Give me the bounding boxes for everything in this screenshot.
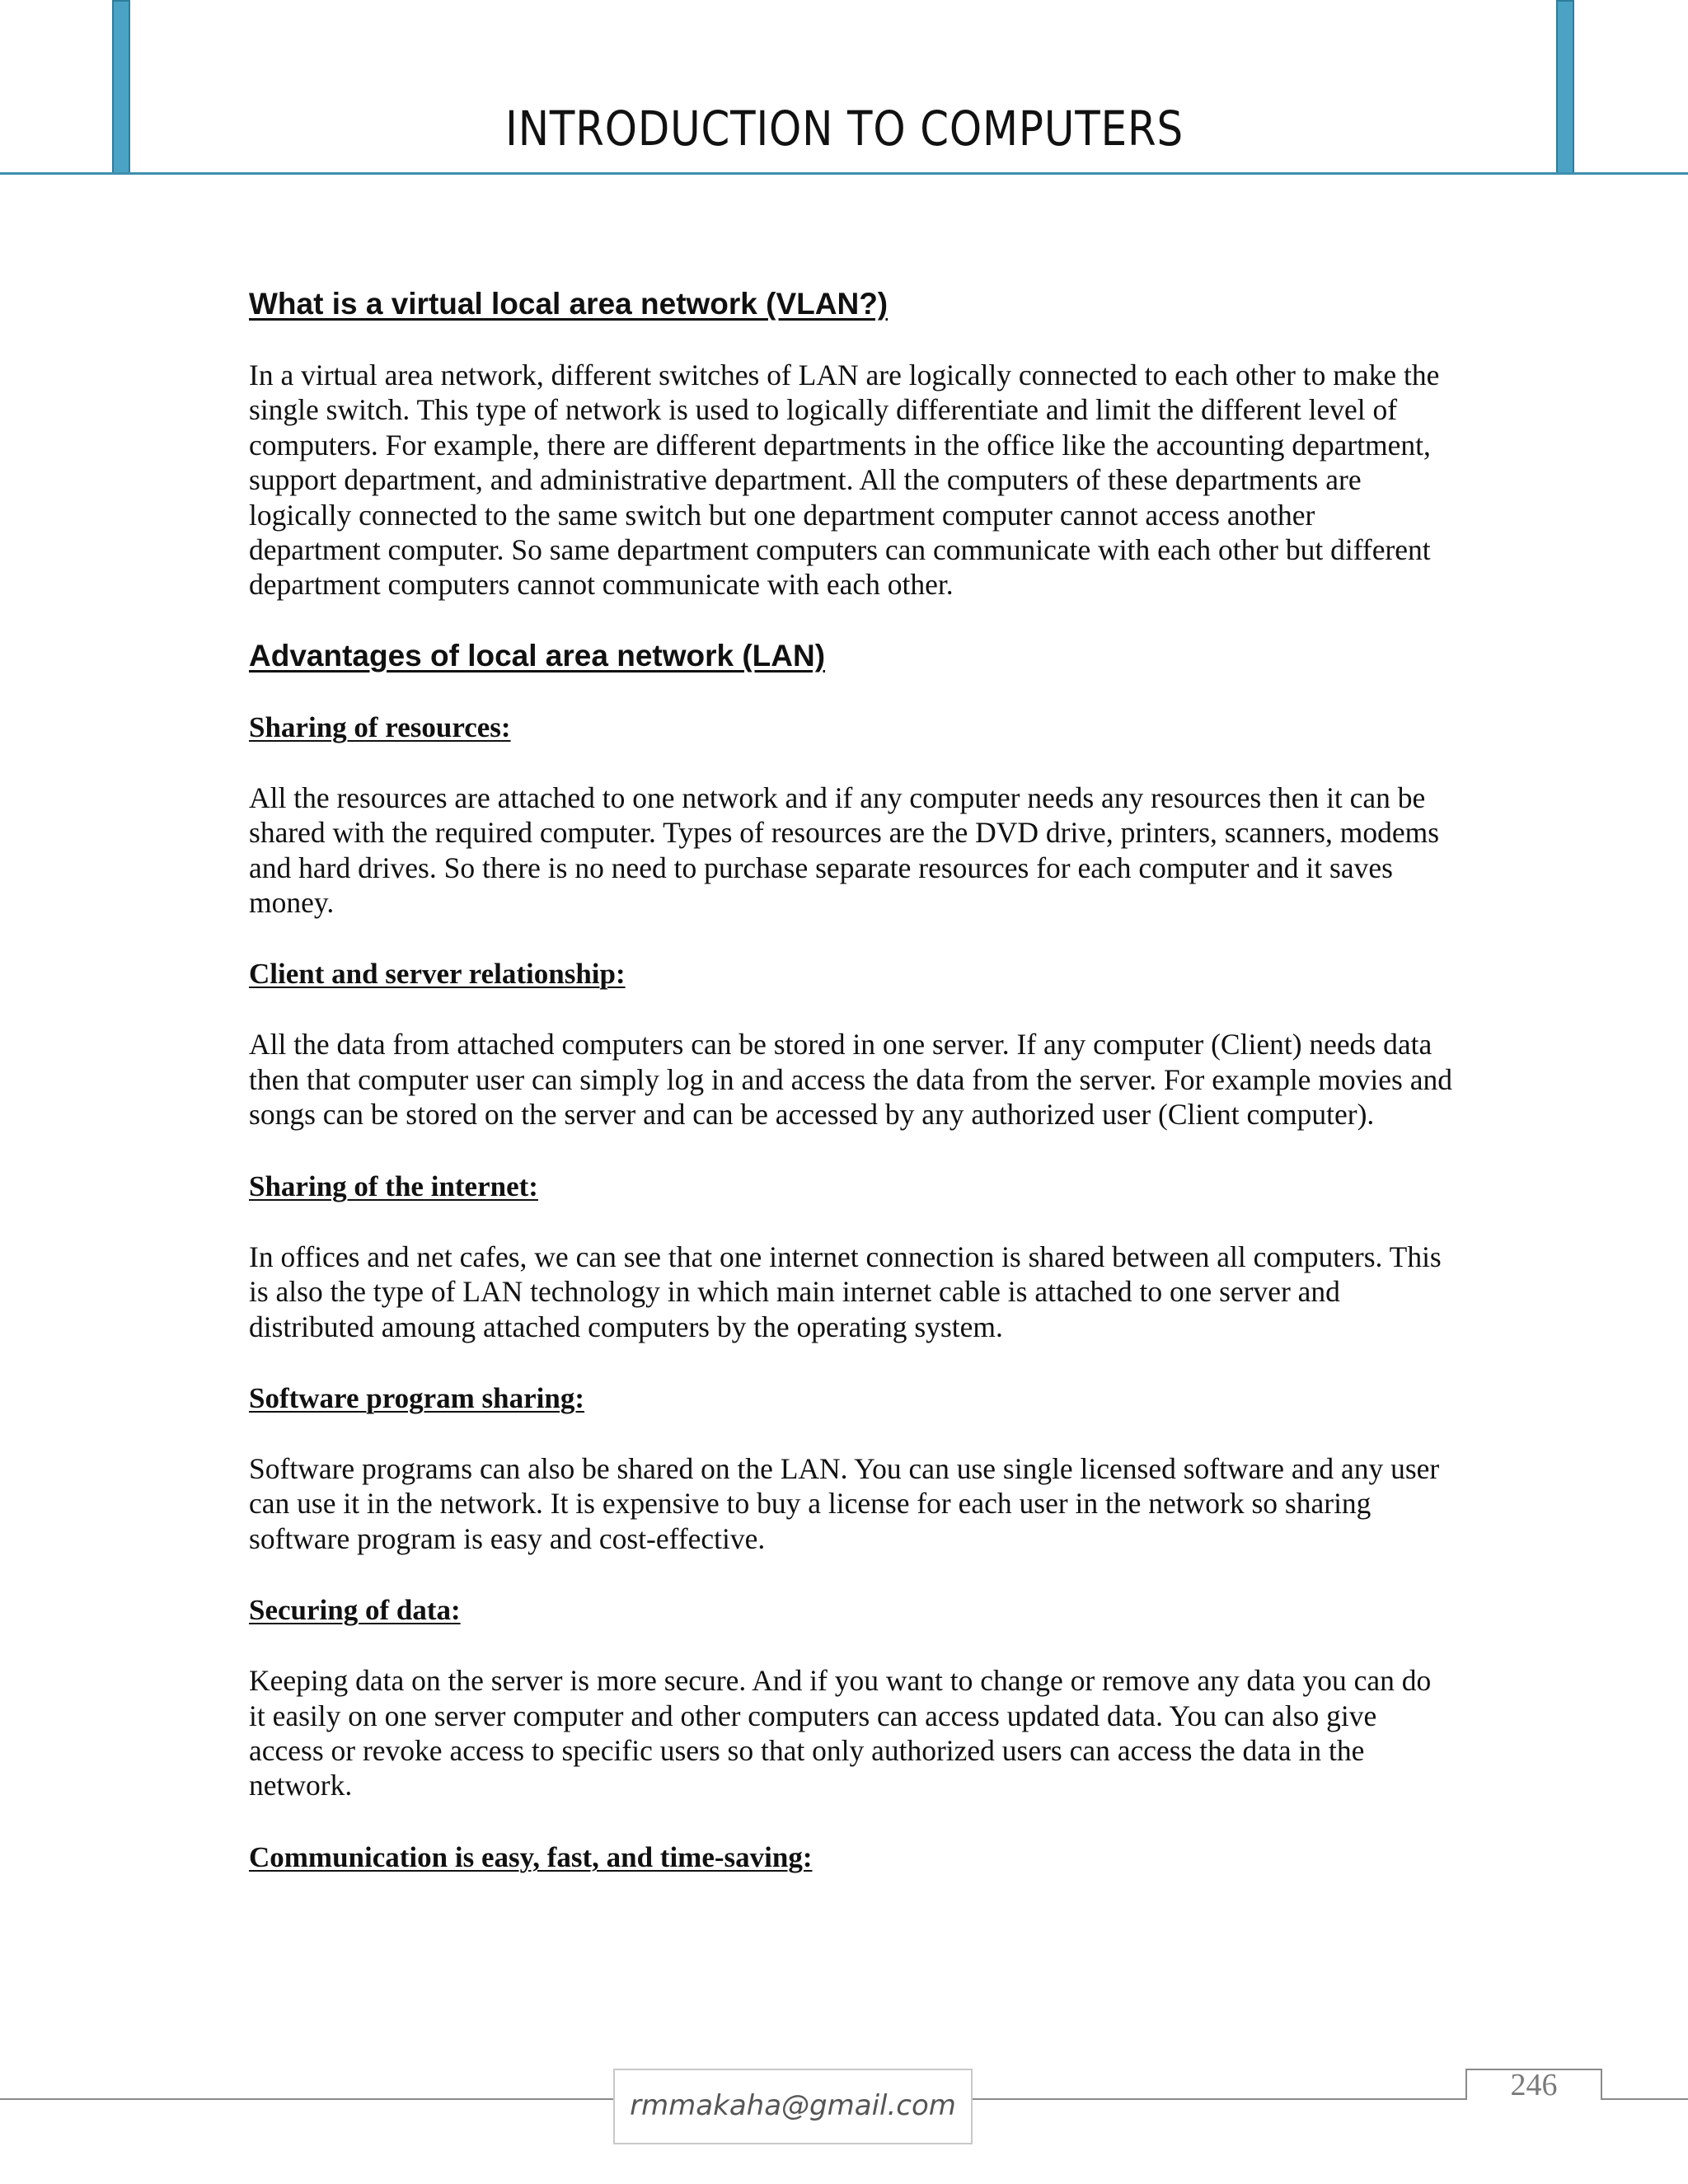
vlan-paragraph: In a virtual area network, different switches of LAN are logically connected to each other to make the single switch. This type of network is used to logically differentiate and limit the different level of computers. For example, there are different departments in the office like the accounting department, support department, and administrative department. All the computers of these departments are logically connected to the same switch but one department computer cannot access another department computer. So same department computers can communicate with each other but different department computers cannot communicate with each other. [249,359,1440,602]
advantage-text-securing-data: Keeping data on the server is more secure. And if you want to change or remove any data you can do it easily on one server computer and other computers can access updated data. You can also give access or revoke access to specific users so that only authorized users can access the data in the network. [249,1664,1432,1802]
page-content [249,285,1452,1910]
advantage-text-sharing-resources: All the resources are attached to one network and if any computer needs any resources then it can be shared with the required computer. Types of resources are the DVD drive, printers, scanners, modems and hard drives. So there is no need to purchase separate resources for each computer and it saves money. [249,780,1440,920]
advantage-title-securing-data: Securing of data: [249,1594,461,1627]
footer-rule-left [0,2098,615,2100]
footer-email: rmmakaha@gmail.com [613,2069,973,2144]
page-number: 246 [1510,2068,1558,2102]
header-rule [0,172,1688,175]
advantage-title-client-server: Client and server relationship: [249,958,626,991]
advantages-heading: Advantages of local area network (LAN) [249,638,826,673]
footer-rule-right [1601,2098,1688,2100]
advantage-text-client-server: All the data from attached computers can be stored in one server. If any computer (Client) needs data then that computer user can simply log in and access the data from the server. For example movies and songs can be stored on the server and can be accessed by any authorized user (Client computer). [249,1028,1452,1132]
advantage-title-communication: Communication is easy, fast, and time-saving: [249,1840,813,1873]
advantage-text-software-sharing: Software programs can also be shared on the LAN. You can use single licensed software and any user can use it in the network. It is expensive to buy a license for each user in the network so sharing software program is easy and cost-effective. [249,1451,1440,1555]
vlan-heading: What is a virtual local area network (VLAN?) [249,287,889,321]
footer-rule-middle [971,2098,1467,2100]
advantage-title-sharing-resources: Sharing of resources: [249,710,511,743]
advantage-title-software-sharing: Software program sharing: [249,1381,585,1414]
advantage-text-sharing-internet: In offices and net cafes, we can see that one internet connection is shared between all computers. This is also the type of LAN technology in which main internet cable is attached to one server and distributed amoung attached computers by the operating system. [249,1240,1442,1343]
page-title: INTRODUCTION TO COMPUTERS [505,101,1184,157]
advantage-title-sharing-internet: Sharing of the internet: [249,1169,538,1202]
